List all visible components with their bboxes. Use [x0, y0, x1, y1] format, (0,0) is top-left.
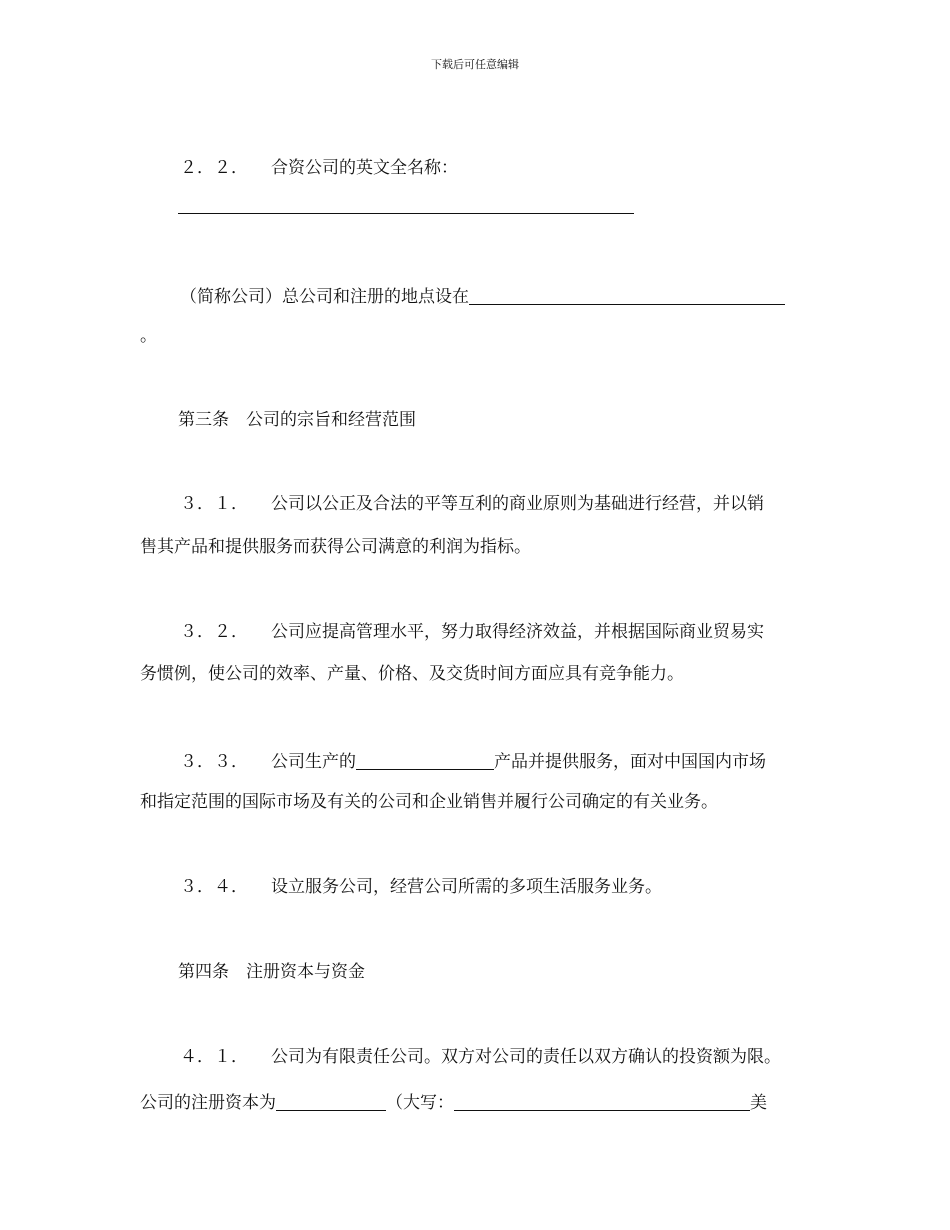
clause-text: 公司为有限责任公司。双方对公司的责任以双方确认的投资额为限。 — [271, 1047, 781, 1067]
currency-text: 美 — [750, 1093, 767, 1113]
clause-text: 设立服务公司，经营公司所需的多项生活服务业务。 — [271, 877, 662, 897]
clause-3-4 — [180, 876, 662, 898]
clause-number: ２．２． — [180, 158, 248, 178]
product-blank — [356, 751, 494, 770]
capital-uppercase-blank — [454, 1092, 750, 1111]
clause-3-2-cont: 务惯例，使公司的效率、产量、价格、及交货时间方面应具有竞争能力。 — [140, 664, 684, 684]
clause-number: ３．４． — [180, 877, 248, 897]
clause-3-2 — [180, 621, 764, 643]
address-blank — [469, 286, 785, 305]
clause-4-1-cont — [140, 1089, 767, 1114]
clause-3-1-cont: 售其产品和提供服务而获得公司满意的利润为指标。 — [140, 537, 531, 557]
registration-line — [180, 283, 785, 308]
clause-2-2 — [180, 157, 458, 179]
clause-4-1 — [180, 1046, 781, 1068]
clause-3-3 — [180, 748, 766, 773]
clause-3-3-cont: 和指定范围的国际市场及有关的公司和企业销售并履行公司确定的有关业务。 — [140, 792, 718, 812]
clause-text-pre: 公司生产的 — [271, 752, 356, 772]
capital-amount-blank — [276, 1092, 386, 1111]
capital-text: 公司的注册资本为 — [140, 1093, 276, 1113]
clause-number: ３．１． — [180, 494, 248, 514]
registration-text: （简称公司）总公司和注册的地点设在 — [180, 287, 469, 307]
clause-3-1 — [180, 493, 764, 515]
english-name-blank — [178, 213, 634, 214]
clause-text: 公司以公正及合法的平等互利的商业原则为基础进行经营，并以销 — [271, 494, 764, 514]
clause-text: 公司应提高管理水平，努力取得经济效益，并根据国际商业贸易实 — [271, 622, 764, 642]
article-3-title: 第三条 公司的宗旨和经营范围 — [178, 410, 416, 430]
clause-text: 合资公司的英文全名称： — [271, 158, 458, 178]
registration-end: 。 — [140, 326, 157, 346]
page-header: 下载后可任意编辑 — [431, 58, 519, 71]
article-4-title: 第四条 注册资本与资金 — [178, 962, 365, 982]
clause-number: ４．１． — [180, 1047, 248, 1067]
clause-number: ３．３． — [180, 752, 248, 772]
clause-number: ３．２． — [180, 622, 248, 642]
clause-text-post: 产品并提供服务，面对中国国内市场 — [494, 752, 766, 772]
capital-uppercase-label: （大写： — [386, 1093, 454, 1113]
